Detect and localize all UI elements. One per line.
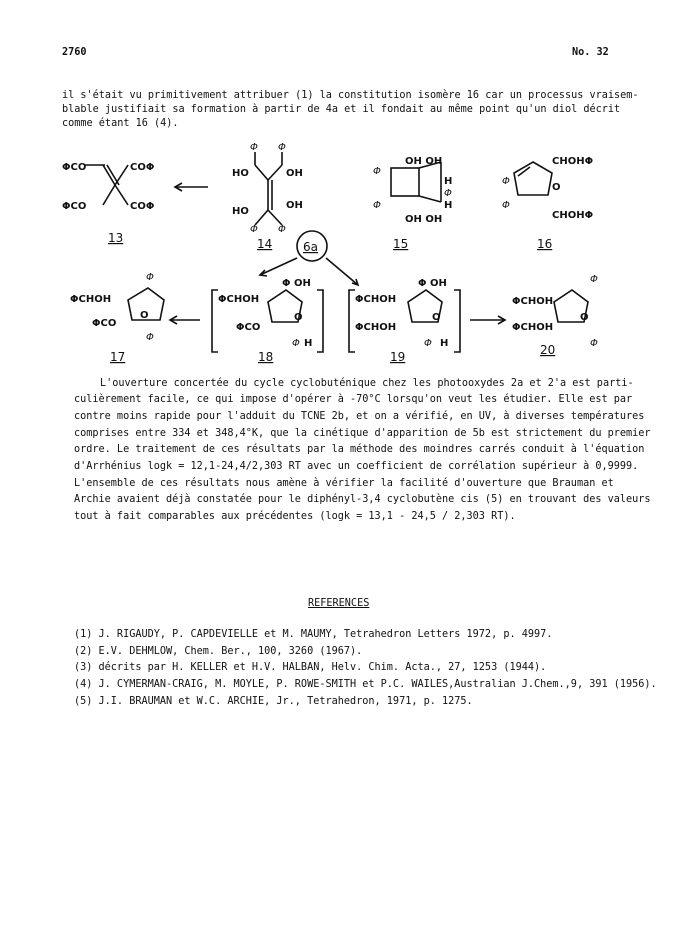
phi-16a: Φ — [502, 176, 510, 187]
reference-4: (4) J. CYMERMAN-CRAIG, M. MOYLE, P. ROWE-SMITH et P.C. WAILES,Australian J.Chem.,9, 391 (1956). — [74, 679, 657, 690]
body-line-2: culièrement facile, ce qui impose d'opérer à -70°C lorsqu'on veut les étudier. Elle est par — [74, 394, 633, 405]
phi-14a: Φ — [250, 142, 258, 153]
grp-20o: O — [580, 312, 589, 323]
grp-14a: HO — [232, 168, 249, 179]
label-6a: 6a — [303, 240, 318, 254]
body-line-3: contre moins rapide pour l'adduit du TCNE 2b, et on a vérifié, en UV, à diverses températures — [74, 411, 645, 422]
grp-16o: O — [552, 182, 561, 193]
grp-19h: H — [440, 338, 449, 349]
grp-18o: O — [294, 312, 303, 323]
grp-18h: H — [304, 338, 313, 349]
grp-19c: ΦCHOH — [355, 322, 397, 333]
grp-13d: COΦ — [130, 201, 155, 212]
phi-14d: Φ — [278, 224, 286, 235]
body-line-6: d'Arrhénius logk = 12,1-24,4/2,303 RT avec un coefficient de corrélation supérieur à 0,9999. — [74, 461, 639, 472]
reference-5: (5) J.I. BRAUMAN et W.C. ARCHIE, Jr., Tetrahedron, 1971, p. 1275. — [74, 696, 473, 707]
phi-14c: Φ — [250, 224, 258, 235]
label-17: 17 — [110, 350, 126, 364]
grp-20b: ΦCHOH — [512, 322, 554, 333]
grp-13c: ΦCO — [62, 201, 87, 212]
phi-15c: Φ — [373, 200, 381, 211]
label-14: 14 — [257, 237, 273, 251]
intro-line-2: blable justifiait sa formation à partir de 4a et il fondait au même point qu'un diol décrit — [62, 104, 621, 115]
grp-18a: Φ OH — [282, 278, 311, 289]
phi-18: Φ — [292, 338, 300, 349]
grp-16b: CHOHΦ — [552, 210, 594, 221]
reference-1: (1) J. RIGAUDY, P. CAPDEVIELLE et M. MAUMY, Tetrahedron Letters 1972, p. 4997. — [74, 629, 553, 640]
label-19: 19 — [390, 350, 406, 364]
label-15: 15 — [393, 237, 409, 251]
label-16: 16 — [537, 237, 553, 251]
grp-17a: ΦCHOH — [70, 294, 112, 305]
phi-15b: Φ — [444, 188, 452, 199]
grp-14b: OH — [286, 168, 303, 179]
grp-19a: Φ OH — [418, 278, 447, 289]
body-line-1: L'ouverture concertée du cycle cyclobuténique chez les photooxydes 2a et 2'a est parti- — [100, 378, 634, 389]
grp-13a: ΦCO — [62, 162, 87, 173]
phi-15a: Φ — [373, 166, 381, 177]
phi-20b: Φ — [590, 338, 598, 349]
body-line-7: L'ensemble de ces résultats nous amène à vérifier la facilité d'ouverture que Brauman et — [74, 478, 614, 489]
phi-20a: Φ — [590, 274, 598, 285]
grp-15a: OH OH — [405, 156, 443, 167]
reference-2: (2) E.V. DEHMLOW, Chem. Ber., 100, 3260 (1967). — [74, 646, 363, 657]
body-line-8: Archie avaient déjà constatée pour le diphényl-3,4 cyclobutène cis (5) en trouvant des valeurs — [74, 494, 651, 505]
reference-3: (3) décrits par H. KELLER et H.V. HALBAN, Helv. Chim. Acta., 27, 1253 (1944). — [74, 662, 547, 673]
grp-13b: COΦ — [130, 162, 155, 173]
grp-17b: ΦCO — [92, 318, 117, 329]
phi-17b: Φ — [146, 332, 154, 343]
phi-19: Φ — [424, 338, 432, 349]
grp-19o: O — [432, 312, 441, 323]
phi-17a: Φ — [146, 272, 154, 283]
grp-17o: O — [140, 310, 149, 321]
label-13: 13 — [108, 231, 124, 245]
grp-20a: ΦCHOH — [512, 296, 554, 307]
grp-18b: ΦCHOH — [218, 294, 260, 305]
intro-line-1: il s'était vu primitivement attribuer (1) la constitution isomère 16 car un processus vraisem- — [62, 90, 639, 101]
label-18: 18 — [258, 350, 274, 364]
body-line-9: tout à fait comparables aux précédentes (logk = 13,1 - 24,5 / 2,303 RT). — [74, 511, 516, 522]
grp-16a: CHOHΦ — [552, 156, 594, 167]
phi-16b: Φ — [502, 200, 510, 211]
reaction-scheme — [60, 140, 620, 368]
intro-line-3: comme étant 16 (4). — [62, 118, 179, 129]
grp-15d: OH OH — [405, 214, 443, 225]
issue-number: No. 32 — [572, 47, 609, 58]
grp-18c: ΦCO — [236, 322, 261, 333]
phi-14b: Φ — [278, 142, 286, 153]
grp-14c: HO — [232, 206, 249, 217]
references-heading: REFERENCES — [308, 598, 370, 609]
grp-14d: OH — [286, 200, 303, 211]
page-number: 2760 — [62, 47, 87, 58]
grp-15c: H — [444, 200, 453, 211]
grp-19b: ΦCHOH — [355, 294, 397, 305]
body-line-4: comprises entre 334 et 348,4°K, que la cinétique d'apparition de 5b est strictement du premier — [74, 428, 651, 439]
body-line-5: ordre. Le traitement de ces résultats par la méthode des moindres carrés conduit à l'équation — [74, 444, 645, 455]
grp-15b: H — [444, 176, 453, 187]
label-20: 20 — [540, 343, 556, 357]
